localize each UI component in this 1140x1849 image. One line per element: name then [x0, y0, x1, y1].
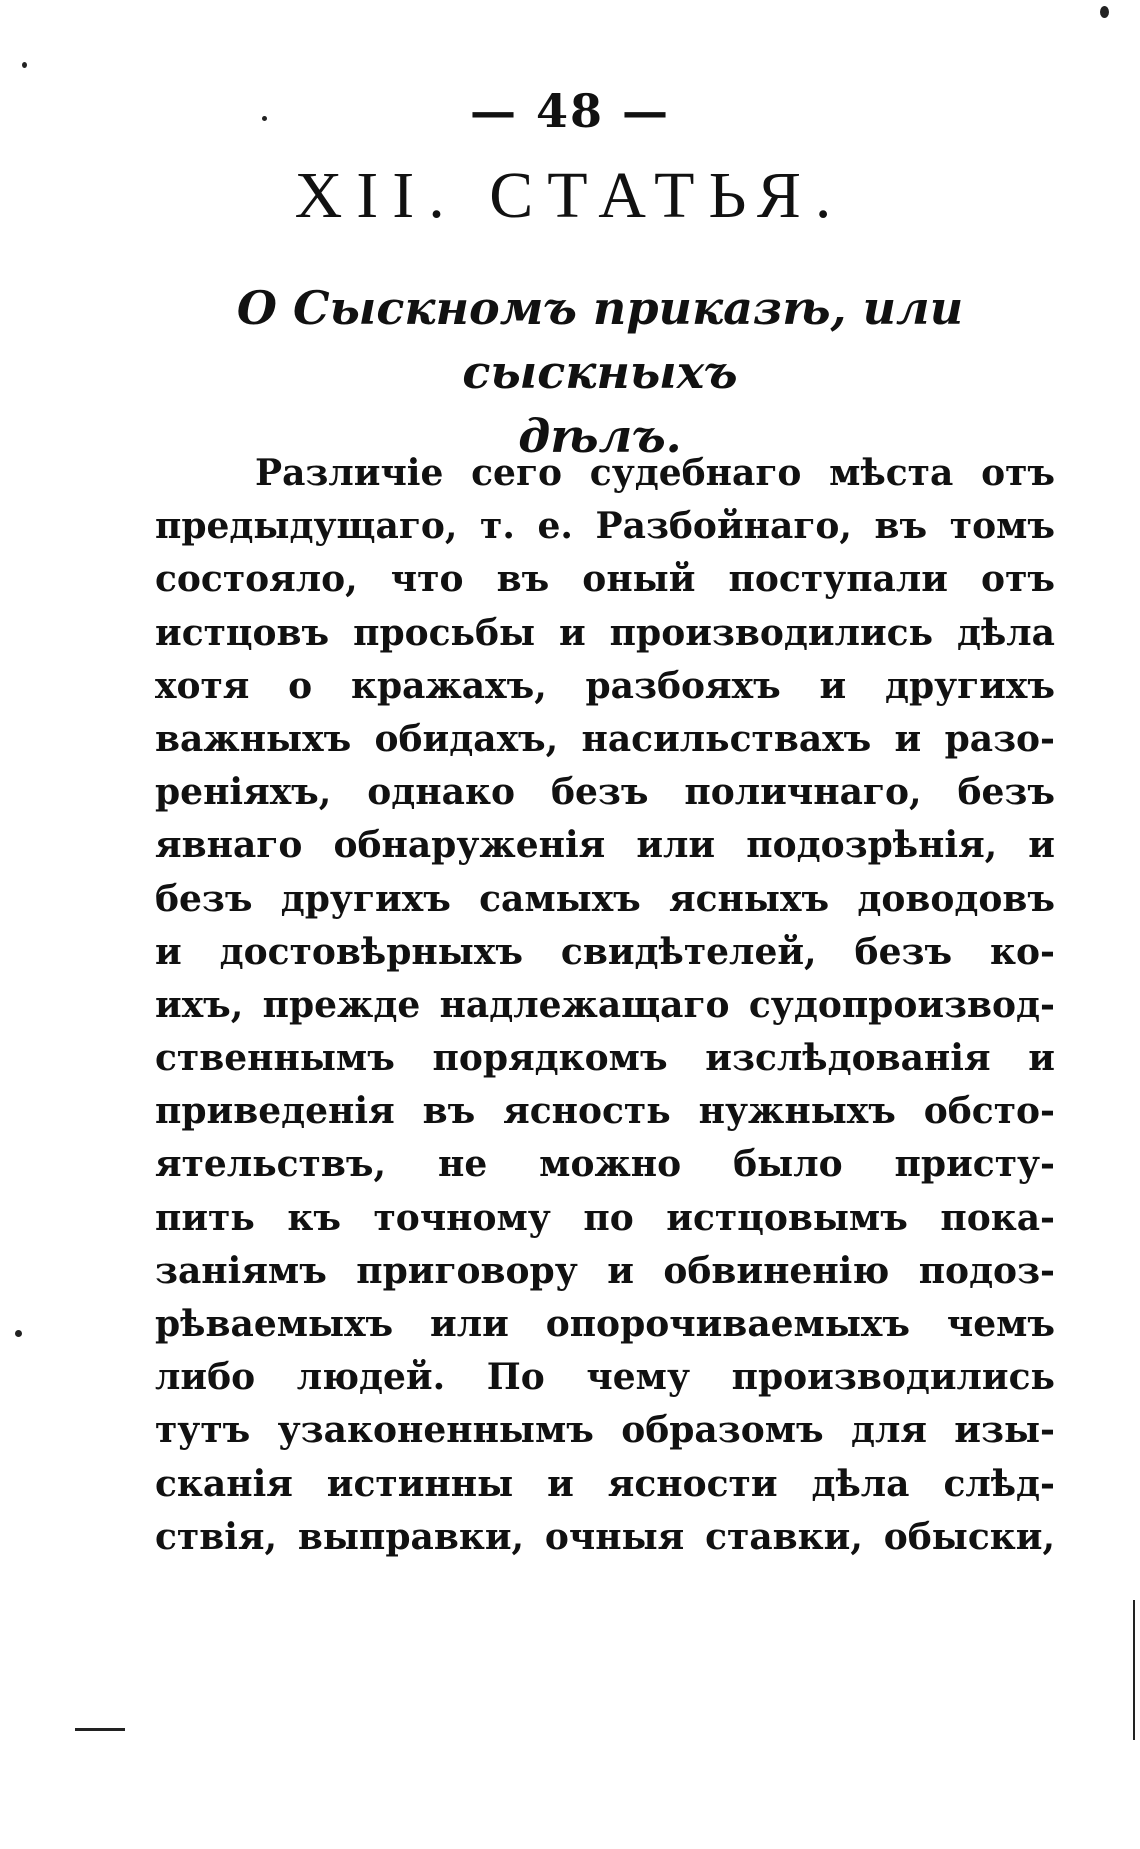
margin-rule: [75, 1728, 125, 1731]
scan-speck: [15, 1330, 22, 1337]
body-line: реніяхъ, однако безъ поличнаго, безъ: [155, 771, 1055, 814]
body-line: важныхъ обидахъ, насильствахъ и разо-: [155, 717, 1055, 760]
body-line: тутъ узаконеннымъ образомъ для изы-: [155, 1409, 1055, 1452]
body-line: предыдущаго, т. е. Разбойнаго, въ томъ: [155, 505, 1055, 548]
margin-rule: [1133, 1600, 1135, 1740]
body-line: явнаго обнаруженія или подозрѣнія, и: [155, 824, 1055, 867]
body-line: либо людей. По чему производились: [155, 1356, 1055, 1399]
body-line: ствія, выправки, очныя ставки, обыски,: [155, 1515, 1055, 1558]
body-line: истцовъ просьбы и производились дѣла: [155, 611, 1055, 654]
scan-speck: [262, 116, 267, 121]
body-line: и достовѣрныхъ свидѣтелей, безъ ко-: [155, 930, 1055, 973]
scan-speck: [1100, 6, 1109, 18]
article-title: XII. СТАТЬЯ.: [294, 159, 846, 232]
body-line: ятельствъ, не можно было присту-: [155, 1143, 1055, 1186]
article-subtitle: [150, 276, 1050, 468]
body-line: рѣваемыхъ или опорочиваемыхъ чемъ: [155, 1303, 1055, 1345]
body-line: сканія истинны и ясности дѣла слѣд-: [155, 1462, 1055, 1505]
subtitle-line: О Сыскномъ приказѣ, или сыскныхъ: [236, 281, 964, 399]
subtitle-line: дѣлъ.: [518, 409, 682, 463]
body-line: ихъ, прежде надлежащаго судопроизвод-: [155, 983, 1055, 1026]
body-line: состояло, что въ оный поступали отъ: [155, 558, 1055, 601]
body-line: хотя о кражахъ, разбояхъ и другихъ: [155, 664, 1055, 707]
body-line: ственнымъ порядкомъ изслѣдованія и: [155, 1037, 1055, 1080]
body-line: пить къ точному по истцовымъ пока-: [155, 1196, 1055, 1239]
page-number-header: — 48 —: [469, 84, 671, 138]
body-line: приведенія въ ясность нужныхъ обсто-: [155, 1090, 1055, 1133]
body-line: заніямъ приговору и обвиненію подоз-: [155, 1249, 1055, 1292]
scan-speck: [22, 62, 27, 68]
body-paragraph: [155, 447, 1055, 1564]
body-line: безъ другихъ самыхъ ясныхъ доводовъ: [155, 877, 1055, 920]
body-line: Различіе сего судебнаго мѣста отъ: [255, 452, 1055, 494]
